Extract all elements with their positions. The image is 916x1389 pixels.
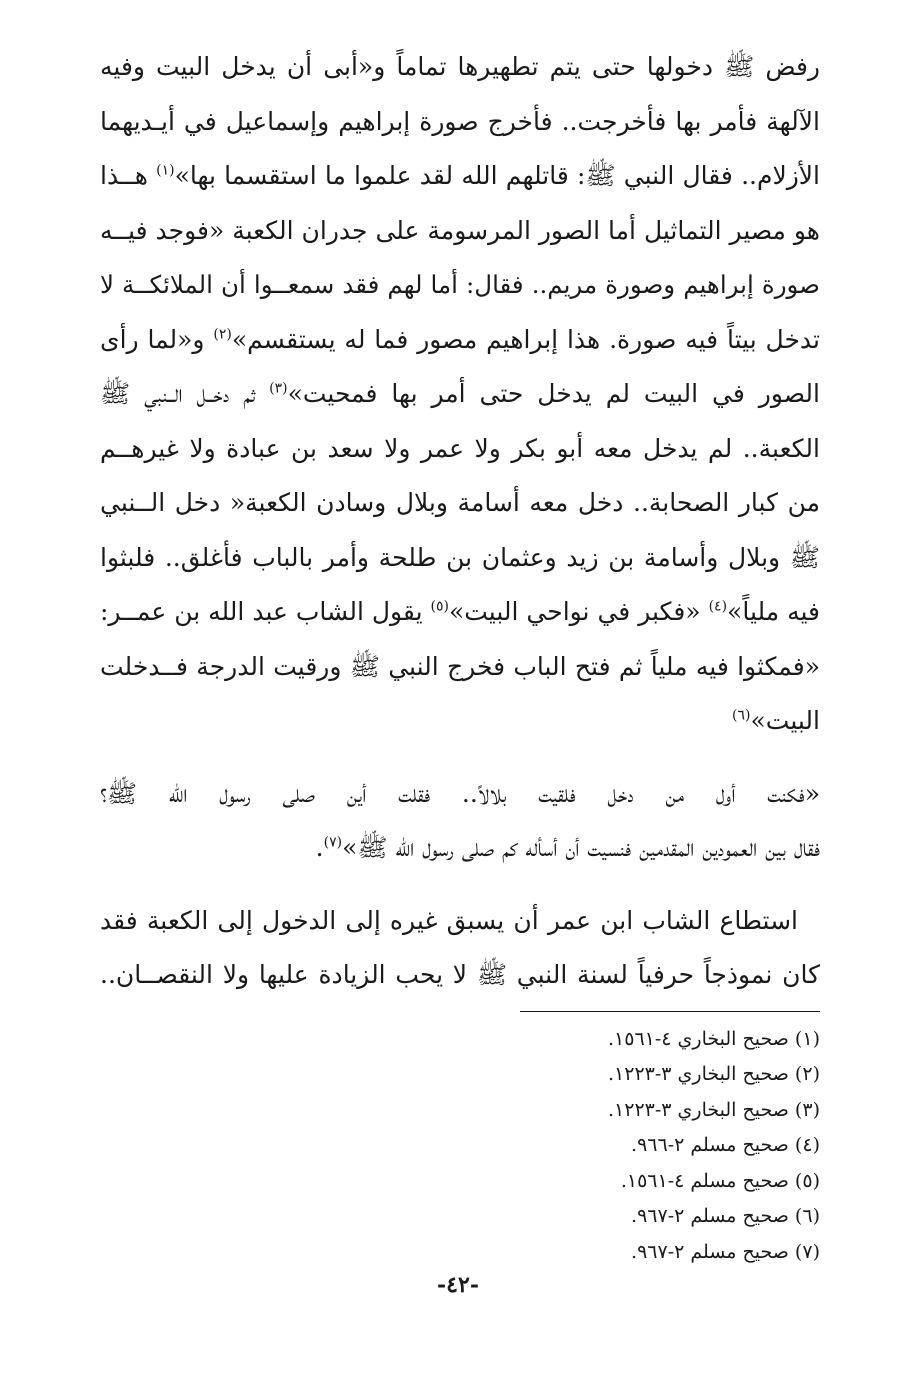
text-line: الآلهة فأمر بها فأخرجت.. فأخرج صورة إبراهيم وإسماعيل في أيـديهما <box>100 106 820 136</box>
text-line: ﷺ وبلال وأسامة بن زيد وعثمان بن طلحة وأمر بالباب فأغلق.. فلبثوا <box>100 542 820 572</box>
footnote-marker: (١) <box>156 162 175 179</box>
text-line: تدخل بيتاً فيه صورة. هذا إبراهيم مصور فما له يستقسم»$^{(٢)}$ و«لما رأى <box>100 324 821 354</box>
main-text <box>100 40 820 1003</box>
footnote-item: (٣) صحيح البخاري ٣-١٢٢٣. <box>608 1098 820 1121</box>
footnote-item: (٤) صحيح مسلم ٢-٩٦٦. <box>631 1134 820 1157</box>
footnote-item: (٦) صحيح مسلم ٢-٩٦٧. <box>631 1205 820 1228</box>
paragraph-1 <box>100 40 820 749</box>
text-line: كان نموذجاً حرفياً لسنة النبي ﷺ لا يحب الزيادة عليها ولا النقصــان.. <box>100 960 820 989</box>
footnote-item: (٧) صحيح مسلم ٢-٩٦٧. <box>631 1241 820 1264</box>
text-line: هو مصير التماثيل أما الصور المرسومة على جدران الكعبة «فوجد فيــه <box>100 215 820 245</box>
footnote-item: (٥) صحيح مسلم ٤-١٥٦١. <box>620 1169 820 1192</box>
paragraph-3 <box>100 894 820 1003</box>
text-line: فقال بين العمودين المقدمين فنسيت أن أسأله كم صلى رسول الله ﷺ»$^{(٧)}$. <box>315 833 820 862</box>
text-line: الكعبة.. لم يدخل معه أبو بكر ولا عمر ولا سعد بن عبادة ولا غيرهــم <box>100 433 820 463</box>
text-line: فيه ملياً»$^{(٤)}$ «فكبر في نواحي البيت»$^{(٥)}$ يقول الشاب عبد الله بن عمــر: <box>100 597 821 626</box>
text-line: «فكنت أول من دخل فلقيت بلالاً.. فقلت أين صلى رسول الله ﷺ؟ <box>100 778 820 808</box>
footnote-marker: (٧) <box>323 834 343 851</box>
text-line: من كبار الصحابة.. دخل معه أسامة وبلال وسادن الكعبة« دخل الــنبي <box>100 488 820 517</box>
footnote-marker: (٣) <box>269 380 288 397</box>
footnote-item: (٢) صحيح البخاري ٣-١٢٢٣. <box>608 1063 820 1086</box>
paragraph-2 <box>100 767 820 876</box>
page-content <box>100 40 820 1290</box>
footnote-divider <box>520 1011 820 1012</box>
text-line: الصور في البيت لم يدخل حتى أمر بها فمحيت»$^{(٣)}$ ثم دخــل الــنبي ﷺ <box>100 379 820 408</box>
text-line: رفض ﷺ دخولها حتى يتم تطهيرها تماماً و«أبى أن يدخل البيت وفيه <box>100 52 820 81</box>
footnote-marker: (٤) <box>708 598 728 615</box>
footnote-marker: (٦) <box>732 707 751 724</box>
footnote-marker: (٢) <box>213 326 232 343</box>
footnote-marker: (٥) <box>430 598 449 615</box>
text-line: «فمكثوا فيه ملياً ثم فتح الباب فخرج النبي ﷺ ورقيت الدرجة فــدخلت <box>100 651 820 681</box>
text-line: صورة إبراهيم وصورة مريم.. فقال: أما لهم فقد سمعــوا أن الملائكــة لا <box>100 270 820 299</box>
text-line: استطاع الشاب ابن عمر أن يسبق غيره إلى الدخول إلى الكعبة فقد <box>100 905 798 935</box>
footnote-item: (١) صحيح البخاري ٤-١٥٦١. <box>608 1027 820 1050</box>
footnotes-list <box>100 1022 820 1271</box>
text-line: الأزلام.. فقال النبي ﷺ: قاتلهم الله لقد علموا ما استقسما بها»$^{(١)}$ هــذا <box>100 161 820 190</box>
page-number: -٤٢- <box>437 1272 479 1298</box>
text-line: البيت»$^{(٦)}$ <box>732 706 820 735</box>
